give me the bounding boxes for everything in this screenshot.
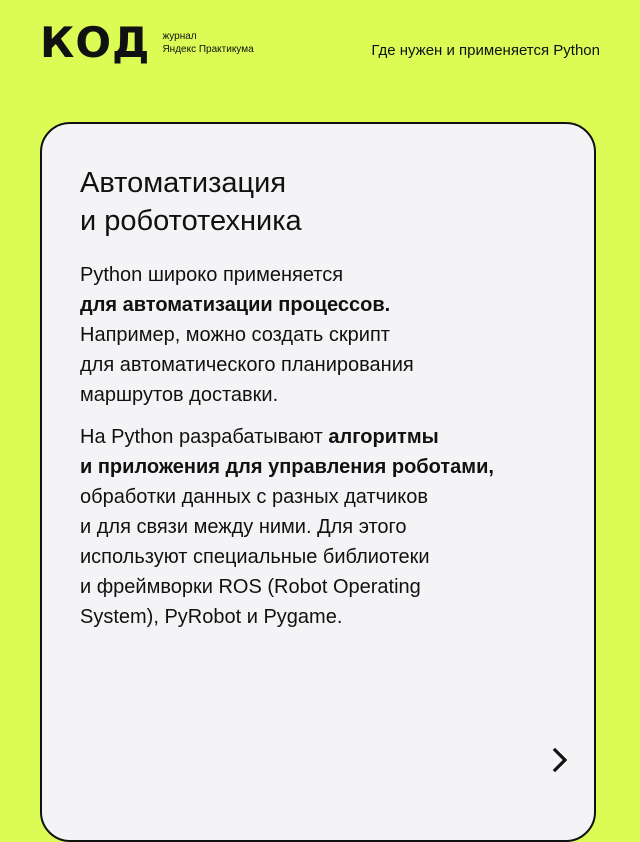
card-title-line2: и робототехника — [80, 205, 302, 237]
logo-subtitle-line1: журнал — [162, 31, 197, 42]
paragraph-robotics — [80, 422, 494, 632]
chevron-right-icon[interactable] — [548, 746, 572, 774]
p2-line2-bold: и приложения для управления роботами, — [80, 456, 494, 478]
logo-subtitle-line2: Яндекс Практикума — [162, 44, 254, 55]
logo-subtitle — [162, 30, 253, 56]
p1-line3: Например, можно создать скрипт — [80, 324, 390, 346]
p1-line5: маршрутов доставки. — [80, 384, 279, 406]
card-title-line1: Автоматизация — [80, 167, 287, 199]
logo-block — [40, 18, 254, 67]
p2-line7: System), PyRobot и Pygame. — [80, 606, 343, 628]
p2-line6: и фреймворки ROS (Robot Operating — [80, 576, 421, 598]
p2-line5: используют специальные библиотеки — [80, 546, 430, 568]
p1-line4: для автоматического планирования — [80, 354, 414, 376]
header — [0, 0, 640, 100]
p1-line1: Python широко применяется — [80, 264, 344, 286]
p2-line3: обработки данных с разных датчиков — [80, 486, 428, 508]
p2-line1-bold: алгоритмы — [328, 426, 439, 448]
p2-line4: и для связи между ними. Для этого — [80, 516, 407, 538]
topic-title: Где нужен и применяется Python — [371, 42, 600, 59]
p1-line2-bold: для автоматизации процессов. — [80, 294, 391, 316]
paragraph-automation — [80, 260, 414, 410]
logo: КОД — [40, 18, 151, 67]
content-card — [40, 122, 596, 842]
card-title — [80, 164, 302, 240]
p2-line1-normal: На Python разрабатывают — [80, 426, 329, 448]
